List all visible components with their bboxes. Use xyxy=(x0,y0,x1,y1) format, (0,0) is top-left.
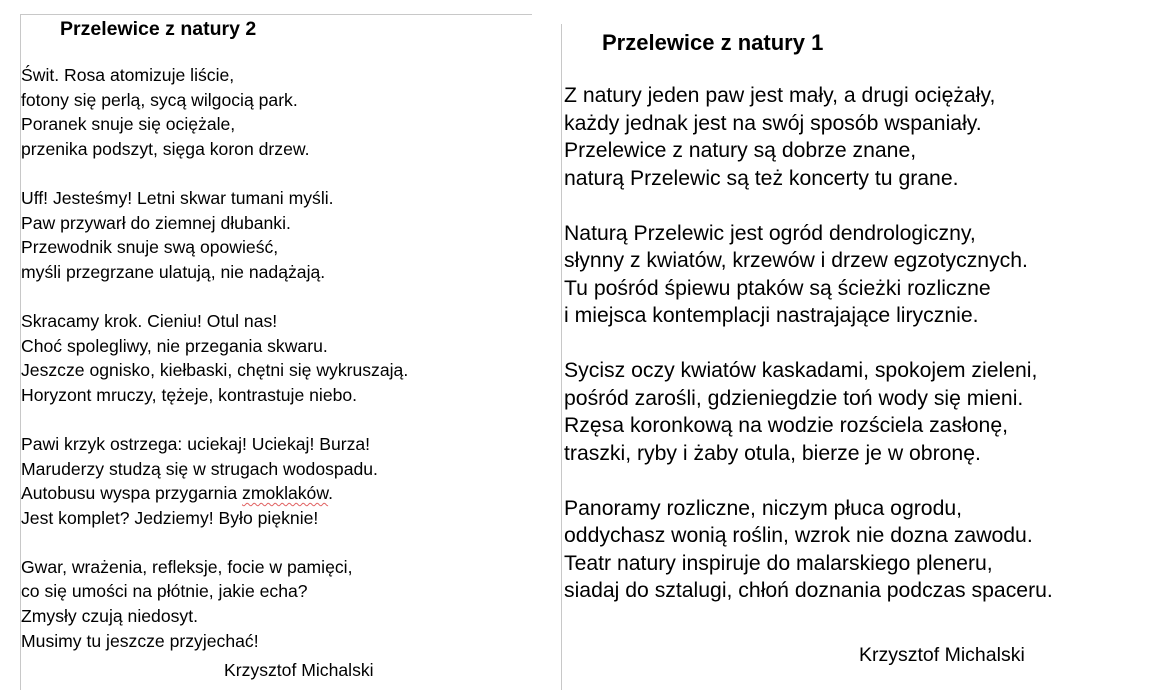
poem-line: co się umości na płótnie, jakie echa? xyxy=(21,581,308,602)
poem-line: Poranek snuje się ociężale, xyxy=(21,114,236,135)
poem-line: Sycisz oczy kwiatów kaskadami, spokojem zieleni, xyxy=(564,359,1038,382)
stanza-3 xyxy=(564,357,1053,467)
poem-line: Pawi krzyk ostrzega: uciekaj! Uciekaj! Burza! xyxy=(21,433,371,454)
poem-title: Przelewice z natury 1 xyxy=(602,30,824,55)
poem-line: Teatr natury inspiruje do malarskiego pleneru, xyxy=(564,551,993,575)
poem-line: myśli przegrzane ulatują, nie nadążają. xyxy=(21,261,326,282)
stanza-4 xyxy=(21,432,408,530)
stanza-5 xyxy=(21,555,408,653)
poem-line: Z natury jeden paw jest mały, a drugi ociężały, xyxy=(564,84,996,107)
poem-line: Naturą Przelewic jest ogród dendrologiczny, xyxy=(564,221,976,245)
poem-line: Jeszcze ognisko, kiełbaski, chętni się wykruszają. xyxy=(21,360,409,381)
poem-line: traszki, ryby i żaby otula, bierze je w obronę. xyxy=(564,441,981,465)
author-signature: Krzysztof Michalski xyxy=(224,660,374,680)
stanza-2 xyxy=(21,186,408,284)
poem-line: każdy jednak jest na swój sposób wspaniały. xyxy=(564,111,982,135)
poem-line: Choć spolegliwy, nie przegania skwaru. xyxy=(21,335,328,356)
poem-line: Zmysły czują niedosyt. xyxy=(21,606,198,627)
poem-body xyxy=(564,82,1053,632)
poem-title: Przelewice z natury 2 xyxy=(60,18,257,40)
poem-line: fotony się perlą, sycą wilgocią park. xyxy=(21,89,298,110)
poem-body xyxy=(21,63,408,678)
poem-line: pośród zarośli, gdzieniegdzie toń wody się mieni. xyxy=(564,386,1024,410)
poem-line: Gwar, wrażenia, refleksje, focie w pamięci, xyxy=(21,556,353,577)
stanza-1 xyxy=(564,82,1053,192)
poem-line: Maruderzy studzą się w strugach wodospadu. xyxy=(21,458,378,479)
poem-line: Świt. Rosa atomizuje liście, xyxy=(21,65,235,85)
poem-line: Przelewice z natury są dobrze znane, xyxy=(564,139,917,162)
poem-page-left xyxy=(20,14,532,690)
poem-line: Horyzont mruczy, tężeje, kontrastuje niebo. xyxy=(21,384,358,405)
poem-page-right xyxy=(561,24,1169,690)
poem-line: Jest komplet? Jedziemy! Było pięknie! xyxy=(21,507,319,528)
stanza-3 xyxy=(21,309,408,407)
poem-line: Panoramy rozliczne, niczym płuca ogrodu, xyxy=(564,496,963,520)
stanza-1 xyxy=(21,63,408,161)
poem-line: Tu pośród śpiewu ptaków są ścieżki rozliczne xyxy=(564,276,991,300)
stanza-4 xyxy=(564,495,1053,605)
author-signature: Krzysztof Michalski xyxy=(859,644,1025,666)
poem-line: Skracamy krok. Cieniu! Otul nas! xyxy=(21,310,278,331)
poem-line: Przewodnik snuje swą opowieść, xyxy=(21,237,279,258)
poem-line: naturą Przelewic są też koncerty tu grane. xyxy=(564,166,959,190)
poem-line: Uff! Jesteśmy! Letni skwar tumani myśli. xyxy=(21,187,334,208)
poem-line: Rzęsa koronkową na wodzie rozściela zasłonę, xyxy=(564,414,1008,437)
spellcheck-word: zmoklaków xyxy=(242,483,329,504)
poem-line: słynny z kwiatów, krzewów i drzew egzotycznych. xyxy=(564,249,1028,272)
poem-line: Paw przywarł do ziemnej dłubanki. xyxy=(21,212,291,233)
poem-line: przenika podszyt, sięga koron drzew. xyxy=(21,138,310,159)
poem-line: i miejsca kontemplacji nastrajające lirycznie. xyxy=(564,304,979,327)
poem-line: siadaj do sztalugi, chłoń doznania podczas spaceru. xyxy=(564,579,1053,602)
poem-line: Musimy tu jeszcze przyjechać! xyxy=(21,630,259,651)
poem-line: oddychasz wonią roślin, wzrok nie dozna zawodu. xyxy=(564,524,1033,547)
stanza-2 xyxy=(564,220,1053,330)
poem-line-spellcheck: Autobusu wyspa przygarnia zmoklaków. xyxy=(21,483,333,504)
